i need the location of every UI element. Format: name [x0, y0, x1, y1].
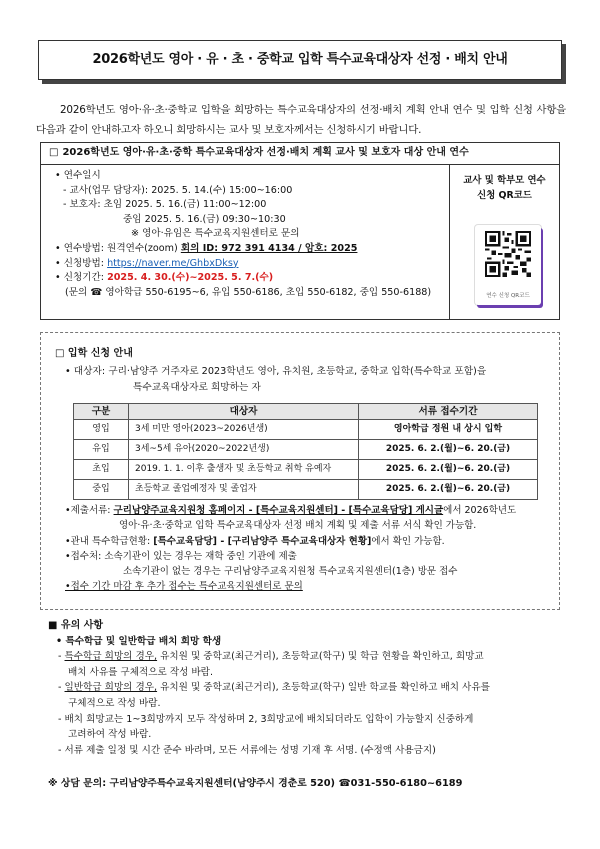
parent-mid-schedule: 중임 2025. 5. 16.(금) 09:30~10:30 [123, 213, 286, 225]
inquiry-line: (문의 ☎ 영아학급 550-6195~6, 유입 550-6186, 초입 550-6182, 중입 550-6188) [65, 286, 432, 298]
qr-caption: 연수 신청 QR코드 [486, 293, 530, 300]
parent-elem-schedule: 초임 2025. 5. 16.(금) 11:00~12:00 [103, 199, 267, 211]
notice-item-emph: 일반학급 희망의 경우, [64, 682, 158, 694]
docs-prefix: •제출서류: [65, 505, 111, 516]
notice-item: - 일반학급 희망의 경우, 유치원 및 중학교(최근거리), 초등학교(학구) 일반 학교를 확인하고 배치 사유를 [58, 682, 490, 694]
table-cell: 2025. 6. 2.(월)~6. 20.(금) [359, 460, 538, 480]
training-box [40, 142, 560, 320]
period-prefix: • 신청기간: [55, 272, 105, 284]
apply-link[interactable]: https://naver.me/GhbxDksy [107, 257, 239, 269]
target-line-2: 특수교육대상자로 희망하는 자 [133, 381, 261, 393]
docs-line [65, 503, 555, 518]
qr-title [450, 173, 559, 203]
docs-path: 구리남양주교육지원청 홈페이지 - [특수교육지원센터] - [특수교육담당] 게시글 [113, 505, 444, 516]
qr-panel [449, 165, 559, 320]
table-cell: 3세~5세 유아(2020~2022년생) [129, 440, 359, 460]
notice-item-text: 유치원 및 중학교(최근거리), 초등학교(학구) 일반 학교를 확인하고 배치 사유를 [160, 682, 490, 694]
class-path: [특수교육담당] - [구리남양주 특수교육대상자 현황] [153, 535, 372, 547]
notice-header: ■ 유의 사항 [48, 620, 104, 631]
parent-label: - 보호자: [63, 199, 101, 211]
qr-code-icon [485, 231, 531, 277]
admission-box [40, 332, 560, 610]
notice-item: - 서류 제출 일정 및 시간 준수 바라며, 모든 서류에는 성명 기재 후 서명. (수정액 사용금지) [58, 744, 436, 756]
target-line-1: • 대상자: 구리·남양주 거주자로 2023학년도 영아, 유치원, 초등학교, 중학교 입학(특수학교 포함)을 [65, 366, 487, 377]
notice-item: - 배치 희망교는 1~3희망까지 모두 작성하며 2, 3희망교에 배치되더라도 입학이 가능할지 신중하게 [58, 713, 474, 725]
admission-table [73, 403, 538, 500]
table-header-cell: 서류 접수기간 [359, 404, 538, 420]
notice-item-cont: 구체적으로 작성 바람. [68, 697, 161, 709]
receipt-line-2: 소속기관이 없는 경우는 구리남양주교육지원청 특수교육지원센터(1층) 방문 접수 [123, 566, 458, 578]
training-header-text: 2026학년도 영아·유·초·중학 특수교육대상자 선정·배치 계획 교사 및 보호자 대상 안내 연수 [62, 147, 469, 159]
admission-header: □ 입학 신청 안내 [55, 348, 133, 359]
table-cell: 영아학급 정원 내 상시 입학 [359, 420, 538, 440]
class-suffix: 에서 확인 가능함. [371, 535, 445, 547]
parent-note: ※ 영아·유임은 특수교육지원센터로 문의 [131, 228, 300, 240]
qr-card[interactable] [475, 225, 541, 305]
document-title [38, 40, 562, 80]
table-cell: 2019. 1. 1. 이후 출생자 및 초등학교 취학 유예자 [129, 460, 359, 480]
table-row [74, 480, 538, 500]
notice-item: - 특수학급 희망의 경우, 유치원 및 중학교(최근거리), 초등학교(학구) 및 학급 현황을 확인하고, 희망교 [58, 651, 484, 663]
table-cell: 초등학교 졸업예정자 및 졸업자 [129, 480, 359, 500]
table-cell: 3세 미만 영아(2023~2026년생) [129, 420, 359, 440]
admission-notes [65, 503, 555, 595]
notice-item-text: 유치원 및 중학교(최근거리), 초등학교(학구) 및 학급 현황을 확인하고, 희망교 [160, 651, 484, 663]
meeting-id: 회의 ID: 972 391 4134 / 암호: 2025 [180, 242, 358, 254]
table-header-cell: 구분 [74, 404, 129, 420]
table-row [74, 440, 538, 460]
method-prefix: • 연수방법: 원격연수(zoom) [55, 242, 178, 254]
document-title-text: 2026학년도 영아 · 유 · 초 · 중학교 입학 특수교육대상자 선정 · 배치 안내 [92, 51, 508, 67]
docs-suffix: 에서 2026학년도 [443, 505, 517, 516]
docs-line-2: 영아·유·초·중학교 입학 특수교육대상자 선정 배치 계획 및 제출 서류 서식 확인 가능함. [119, 520, 477, 532]
training-header [41, 143, 559, 165]
table-cell: 초입 [74, 460, 129, 480]
intro-paragraph: 2026학년도 영아·유·초·중학교 입학을 희망하는 특수교육대상자의 선정·배치 계획 안내 연수 및 입학 신청 사항을 다음과 같이 안내하고자 하오니 희망하시는 교사 및 보호자께서는 신청하시기 바랍니다. [36, 104, 566, 136]
table-cell: 중입 [74, 480, 129, 500]
table-cell: 2025. 6. 2.(월)~6. 20.(금) [359, 440, 538, 460]
qr-title-line-1: 교사 및 학부모 연수 [463, 175, 546, 186]
late-receipt-line: •접수 기간 마감 후 추가 접수는 특수교육지원센터로 문의 [65, 581, 303, 593]
target-desc [65, 364, 545, 395]
table-row [74, 420, 538, 440]
qr-title-line-2: 신청 QR코드 [477, 190, 532, 201]
notice-item-emph: 특수학급 희망의 경우, [64, 651, 158, 663]
notice-subheader: • 특수학급 및 일반학급 배치 희망 학생 [56, 635, 222, 647]
apply-prefix: • 신청방법: [55, 257, 105, 269]
period-value: 2025. 4. 30.(수)~2025. 5. 7.(수) [107, 272, 274, 284]
table-header-row [74, 404, 538, 420]
table-row [74, 460, 538, 480]
table-cell: 2025. 6. 2.(월)~6. 20.(금) [359, 480, 538, 500]
contact-line: ※ 상담 문의: 구리남양주특수교육지원센터(남양주시 경춘로 520) ☎031-550-6180~6189 [48, 778, 463, 789]
class-prefix: •관내 특수학급현황: [65, 535, 151, 547]
schedule-label: • 연수일시 [55, 170, 101, 181]
notice-item-cont: 배치 사유를 구체적으로 작성 바람. [68, 666, 213, 678]
table-cell: 영입 [74, 420, 129, 440]
receipt-line-1: •접수처: 소속기관이 있는 경우는 재학 중인 기관에 제출 [65, 550, 297, 562]
teacher-schedule: - 교사(업무 담당자): 2025. 5. 14.(수) 15:00~16:00 [63, 184, 293, 196]
table-header-cell: 대상자 [129, 404, 359, 420]
checkbox-square-icon: □ [49, 147, 59, 159]
notice-item-cont: 고려하여 작성 바람. [68, 729, 152, 741]
notice-section [48, 618, 560, 758]
table-cell: 유입 [74, 440, 129, 460]
class-status-line [65, 534, 555, 549]
